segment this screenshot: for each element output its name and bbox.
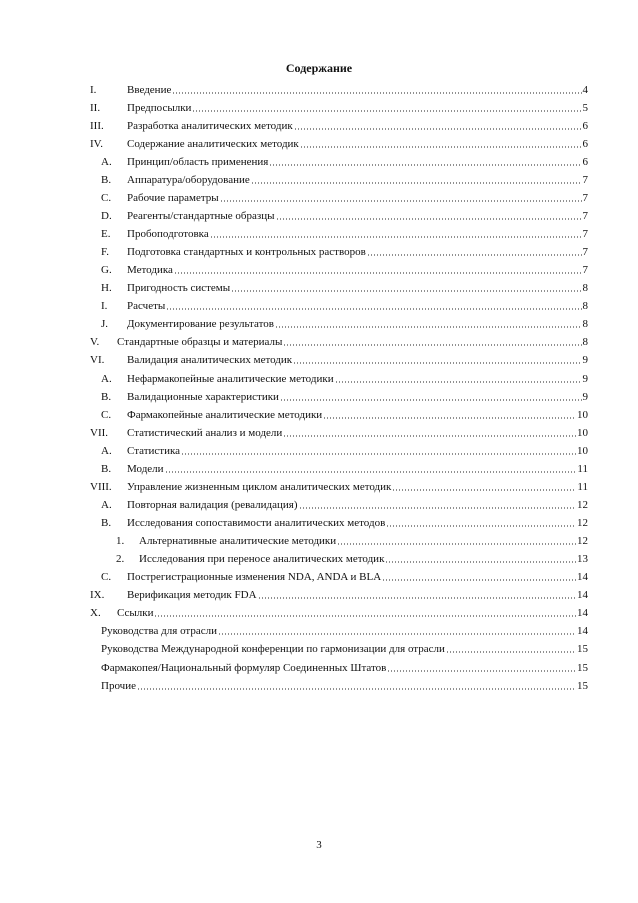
toc-entry[interactable] xyxy=(90,659,588,677)
toc-dot-leader xyxy=(387,669,576,673)
toc-dot-leader xyxy=(323,416,576,420)
toc-dot-leader xyxy=(181,452,576,456)
toc-entry-page: 7 xyxy=(582,246,588,259)
toc-entry-label: Модели xyxy=(127,462,164,475)
toc-entry-page: 8 xyxy=(582,336,588,349)
toc-dot-leader xyxy=(300,145,582,149)
toc-entry-label: Подготовка стандартных и контрольных растворов xyxy=(127,246,366,259)
toc-entry[interactable] xyxy=(90,424,588,442)
toc-entry-label: Стандартные образцы и материалы xyxy=(117,336,283,349)
toc-entry-number: H. xyxy=(101,282,112,295)
table-of-contents xyxy=(90,81,588,695)
toc-entry-page: 9 xyxy=(582,354,588,367)
toc-entry-page: 8 xyxy=(582,318,588,331)
toc-entry-number: F. xyxy=(101,246,109,259)
toc-dot-leader xyxy=(251,181,582,185)
toc-dot-leader xyxy=(210,235,582,239)
toc-entry-label: Исследования сопоставимости аналитических методов xyxy=(127,517,386,530)
toc-entry[interactable] xyxy=(90,244,588,262)
toc-entry-label: Управление жизненным циклом аналитических методик xyxy=(127,480,392,493)
toc-entry[interactable] xyxy=(90,677,588,695)
toc-entry-page: 5 xyxy=(582,101,588,114)
toc-entry-label: Повторная валидация (ревалидация) xyxy=(127,498,298,511)
toc-dot-leader xyxy=(280,398,582,402)
toc-entry[interactable] xyxy=(90,298,588,316)
toc-dot-leader xyxy=(446,650,576,654)
toc-dot-leader xyxy=(174,271,582,275)
toc-entry-label: Содержание аналитических методик xyxy=(127,137,299,150)
toc-dot-leader xyxy=(293,361,581,365)
toc-entry-number: A. xyxy=(101,498,112,511)
toc-entry-number: VIII. xyxy=(90,480,112,493)
toc-dot-leader xyxy=(154,614,576,618)
toc-entry-label: Статистический анализ и модели xyxy=(127,426,283,439)
toc-entry-page: 15 xyxy=(577,679,588,692)
toc-entry-label: Альтернативные аналитические методики xyxy=(139,535,337,548)
toc-dot-leader xyxy=(231,289,581,293)
toc-dot-leader xyxy=(172,91,581,95)
toc-entry[interactable] xyxy=(90,551,588,569)
toc-entry-page: 8 xyxy=(582,300,588,313)
toc-entry-page: 15 xyxy=(577,661,588,674)
toc-entry[interactable] xyxy=(90,334,588,352)
toc-entry-page: 6 xyxy=(582,119,588,132)
toc-entry-number: B. xyxy=(101,390,112,403)
toc-entry-page: 6 xyxy=(582,137,588,150)
toc-entry-number: I. xyxy=(90,83,97,96)
toc-entry[interactable] xyxy=(90,442,588,460)
toc-entry-number: VII. xyxy=(90,426,109,439)
toc-entry[interactable] xyxy=(90,605,588,623)
toc-entry-page: 14 xyxy=(577,589,588,602)
toc-entry[interactable] xyxy=(90,533,588,551)
toc-entry-label: Верификация методик FDA xyxy=(127,589,257,602)
toc-dot-leader xyxy=(337,542,576,546)
toc-entry[interactable] xyxy=(90,623,588,641)
toc-entry-page: 14 xyxy=(577,571,588,584)
toc-entry-label: Руководства Международной конференции по гармонизации для отрасли xyxy=(101,643,445,656)
toc-entry-label: Предпосылки xyxy=(127,101,192,114)
toc-dot-leader xyxy=(299,506,577,510)
toc-entry[interactable] xyxy=(90,641,588,659)
toc-entry[interactable] xyxy=(90,496,588,514)
toc-entry[interactable] xyxy=(90,171,588,189)
toc-entry-page: 11 xyxy=(577,480,588,493)
toc-dot-leader xyxy=(269,163,581,167)
toc-entry-page: 8 xyxy=(582,282,588,295)
toc-dot-leader xyxy=(283,434,576,438)
toc-entry-page: 12 xyxy=(577,517,588,530)
toc-dot-leader xyxy=(294,127,582,131)
toc-entry-label: Рабочие параметры xyxy=(127,191,219,204)
toc-dot-leader xyxy=(367,253,582,257)
toc-entry[interactable] xyxy=(90,280,588,298)
toc-entry-label: Введение xyxy=(127,83,172,96)
toc-entry-number: A. xyxy=(101,372,112,385)
toc-entry-number: III. xyxy=(90,119,104,132)
toc-entry-number: C. xyxy=(101,571,112,584)
toc-entry[interactable] xyxy=(90,406,588,424)
toc-dot-leader xyxy=(392,488,576,492)
toc-entry-page: 7 xyxy=(582,191,588,204)
toc-dot-leader xyxy=(283,343,581,347)
toc-entry-number: X. xyxy=(90,607,101,620)
toc-entry-label: Нефармакопейные аналитические методики xyxy=(127,372,334,385)
toc-entry-page: 12 xyxy=(577,535,588,548)
toc-entry-label: Статистика xyxy=(127,444,181,457)
toc-entry[interactable] xyxy=(90,370,588,388)
toc-entry-number: IV. xyxy=(90,137,103,150)
toc-entry-page: 7 xyxy=(582,209,588,222)
toc-entry-page: 12 xyxy=(577,498,588,511)
toc-entry[interactable] xyxy=(90,478,588,496)
toc-entry-page: 14 xyxy=(577,607,588,620)
toc-entry-page: 13 xyxy=(577,553,588,566)
toc-entry-number: A. xyxy=(101,444,112,457)
toc-entry-page: 6 xyxy=(582,155,588,168)
toc-entry-label: Валидационные характеристики xyxy=(127,390,279,403)
toc-entry[interactable] xyxy=(90,569,588,587)
toc-entry-number: D. xyxy=(101,209,112,222)
toc-dot-leader xyxy=(192,109,581,113)
toc-entry[interactable] xyxy=(90,262,588,280)
toc-entry-number: V. xyxy=(90,336,100,349)
toc-entry-number: 2. xyxy=(116,553,125,566)
toc-entry-page: 7 xyxy=(582,264,588,277)
toc-entry-number: G. xyxy=(101,264,112,277)
toc-entry-page: 9 xyxy=(582,372,588,385)
toc-entry[interactable] xyxy=(90,388,588,406)
toc-entry-label: Исследования при переносе аналитических методик xyxy=(139,553,385,566)
toc-entry-number: A. xyxy=(101,155,112,168)
toc-entry[interactable] xyxy=(90,99,588,117)
toc-entry-number: C. xyxy=(101,408,112,421)
toc-entry-number: 1. xyxy=(116,535,125,548)
toc-entry-number: II. xyxy=(90,101,101,114)
toc-entry-number: C. xyxy=(101,191,112,204)
toc-entry-number: J. xyxy=(101,318,109,331)
toc-entry[interactable] xyxy=(90,207,588,225)
toc-dot-leader xyxy=(382,578,576,582)
toc-entry-page: 15 xyxy=(577,643,588,656)
toc-entry-label: Ссылки xyxy=(117,607,154,620)
toc-entry-page: 14 xyxy=(577,625,588,638)
toc-entry-number: I. xyxy=(101,300,108,313)
toc-entry[interactable] xyxy=(90,117,588,135)
toc-entry-label: Разработка аналитических методик xyxy=(127,119,293,132)
toc-dot-leader xyxy=(218,632,576,636)
toc-entry[interactable] xyxy=(90,352,588,370)
toc-entry-page: 10 xyxy=(577,444,588,457)
toc-entry[interactable] xyxy=(90,587,588,605)
toc-entry-number: IX. xyxy=(90,589,105,602)
toc-entry-label: Фармакопейные аналитические методики xyxy=(127,408,323,421)
toc-entry-label: Валидация аналитических методик xyxy=(127,354,293,367)
page-number: 3 xyxy=(316,839,322,851)
toc-dot-leader xyxy=(335,380,582,384)
toc-dot-leader xyxy=(137,687,576,691)
toc-entry-label: Расчеты xyxy=(127,300,166,313)
toc-entry-number: B. xyxy=(101,462,112,475)
toc-entry-page: 7 xyxy=(582,173,588,186)
toc-title: Содержание xyxy=(285,61,353,75)
toc-entry-page: 4 xyxy=(582,83,588,96)
toc-entry-label: Методика xyxy=(127,264,173,277)
toc-entry[interactable] xyxy=(90,515,588,533)
toc-entry[interactable] xyxy=(90,153,588,171)
toc-dot-leader xyxy=(386,524,576,528)
toc-entry-label: Документирование результатов xyxy=(127,318,274,331)
toc-entry-label: Реагенты/стандартные образцы xyxy=(127,209,275,222)
toc-entry[interactable] xyxy=(90,316,588,334)
toc-dot-leader xyxy=(165,470,577,474)
toc-dot-leader xyxy=(385,560,576,564)
toc-dot-leader xyxy=(166,307,581,311)
toc-entry-page: 7 xyxy=(582,228,588,241)
toc-entry-label: Фармакопея/Национальный формуляр Соединенных Штатов xyxy=(101,661,387,674)
toc-entry-label: Пострегистрационные изменения NDA, ANDA и BLA xyxy=(127,571,382,584)
toc-entry-number: E. xyxy=(101,228,111,241)
toc-entry-number: VI. xyxy=(90,354,105,367)
toc-entry-label: Пригодность системы xyxy=(127,282,231,295)
toc-entry-label: Пробоподготовка xyxy=(127,228,209,241)
toc-entry-number: B. xyxy=(101,517,112,530)
toc-entry-page: 11 xyxy=(577,462,588,475)
toc-entry[interactable] xyxy=(90,81,588,99)
toc-entry-page: 9 xyxy=(582,390,588,403)
toc-entry[interactable] xyxy=(90,189,588,207)
toc-dot-leader xyxy=(258,596,576,600)
toc-entry-label: Руководства для отрасли xyxy=(101,625,218,638)
toc-entry[interactable] xyxy=(90,135,588,153)
toc-dot-leader xyxy=(220,199,582,203)
toc-entry-label: Прочие xyxy=(101,679,136,692)
toc-entry[interactable] xyxy=(90,460,588,478)
toc-entry[interactable] xyxy=(90,226,588,244)
toc-entry-number: B. xyxy=(101,173,112,186)
toc-dot-leader xyxy=(276,217,582,221)
toc-entry-page: 10 xyxy=(577,408,588,421)
toc-dot-leader xyxy=(275,325,582,329)
toc-entry-page: 10 xyxy=(577,426,588,439)
toc-entry-label: Принцип/область применения xyxy=(127,155,269,168)
toc-entry-label: Аппаратура/оборудование xyxy=(127,173,250,186)
